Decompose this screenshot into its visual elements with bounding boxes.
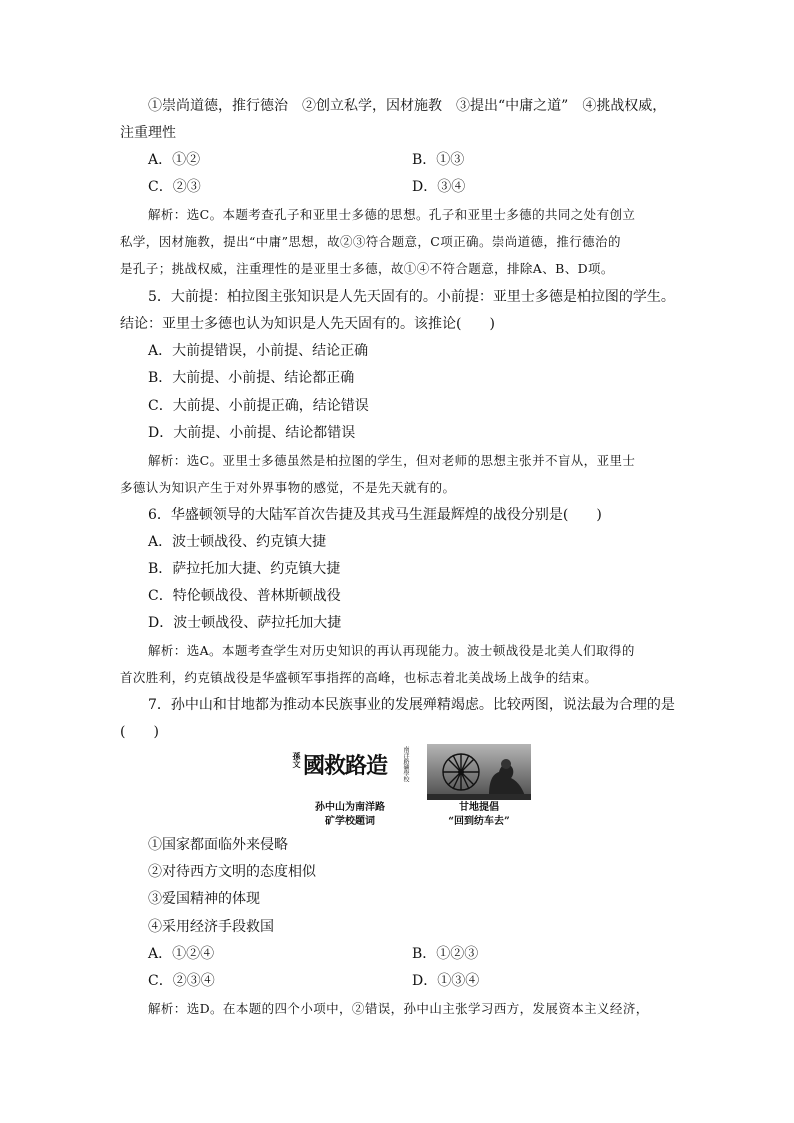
q5-stem-line2: 结论：亚里士多德也认为知识是人先天固有的。该推论( ) (120, 316, 495, 332)
q5-option-c: C．大前提、小前提正确，结论错误 (148, 398, 369, 414)
q7-option-a: A．①②④ (148, 946, 215, 962)
q4-analysis-line2: 私学，因材施教，提出“中庸”思想，故②③符合题意，C项正确。崇尚道德，推行德治的 (120, 234, 621, 249)
q6-stem: 6．华盛顿领导的大陆军首次告捷及其戎马生涯最辉煌的战役分别是( ) (148, 507, 602, 523)
figure2-caption-line1: 甘地提倡 (459, 802, 499, 813)
q7-option-c: C．②③④ (148, 973, 215, 989)
q6-option-a: A．波士顿战役、约克镇大捷 (148, 534, 327, 550)
gandhi-spinning-figure (426, 744, 532, 832)
q6-option-b: B．萨拉托加大捷、约克镇大捷 (148, 561, 341, 577)
figure1-caption-line2: 矿学校题词 (325, 816, 375, 827)
inscription-school: 南洋路礦學校 (402, 746, 409, 782)
q5-stem-line1: 5．大前提：柏拉图主张知识是人先天固有的。小前提：亚里士多德是柏拉图的学生。 (148, 289, 675, 305)
q7-item-4: ④采用经济手段救国 (148, 919, 274, 935)
inscription-calligraphy: 國救路造 (303, 753, 388, 779)
q7-option-b: B．①②③ (412, 946, 479, 962)
q7-option-d: D．①③④ (412, 973, 480, 989)
q7-stem-line1: 7．孙中山和甘地都为推动本民族事业的发展殚精竭虑。比较两图，说法最为合理的是 (148, 697, 675, 713)
q4-analysis-line3: 是孔子；挑战权威，注重理性的是亚里士多德，故①④不符合题意，排除A、B、D项。 (120, 261, 614, 276)
q6-analysis-line2: 首次胜利，约克镇战役是华盛顿军事指挥的高峰，也标志着北美战场上战争的结束。 (120, 670, 598, 685)
q5-analysis-line1: 解析：选C。亚里士多德虽然是柏拉图的学生，但对老师的思想主张并不盲从，亚里士 (148, 453, 636, 468)
q7-item-3: ③爱国精神的体现 (148, 891, 260, 907)
q7-stem-line2: ( ) (120, 724, 159, 740)
figure1-caption-line1: 孙中山为南洋路 (315, 802, 385, 813)
inscription-signature: 孫文 (292, 752, 302, 768)
q5-option-d: D．大前提、小前提、结论都错误 (148, 425, 356, 441)
q4-option-c: C．②③ (148, 179, 201, 195)
q7-item-2: ②对待西方文明的态度相似 (148, 864, 316, 880)
q4-option-a: A．①② (148, 152, 201, 168)
q4-stem-line2: 注重理性 (120, 125, 176, 141)
sun-yatsen-inscription-figure (289, 744, 411, 832)
q5-option-a: A．大前提错误，小前提、结论正确 (148, 343, 369, 359)
q6-analysis-line1: 解析：选A。本题考查学生对历史知识的再认再现能力。波士顿战役是北美人们取得的 (148, 643, 635, 658)
q6-option-d: D．波士顿战役、萨拉托加大捷 (148, 615, 342, 631)
q7-item-1: ①国家都面临外来侵略 (148, 837, 288, 853)
q4-option-b: B．①③ (412, 152, 465, 168)
q7-analysis-line1: 解析：选D。在本题的四个小项中，②错误，孙中山主张学习西方，发展资本主义经济， (148, 1001, 649, 1016)
q4-stem-line1: ①崇尚道德，推行德治 ②创立私学，因材施教 ③提出“中庸之道” ④挑战权威， (148, 98, 667, 114)
gandhi-spinning-wheel-photo (427, 744, 531, 800)
q4-option-d: D．③④ (412, 179, 466, 195)
figure2-caption-line2: “回到纺车去” (448, 816, 510, 827)
q5-analysis-line2: 多德认为知识产生于对外界事物的感觉，不是先天就有的。 (120, 480, 456, 495)
q6-option-c: C．特伦顿战役、普林斯顿战役 (148, 588, 341, 604)
q5-option-b: B．大前提、小前提、结论都正确 (148, 370, 355, 386)
q4-analysis-line1: 解析：选C。本题考查孔子和亚里士多德的思想。孔子和亚里士多德的共同之处有创立 (148, 207, 636, 222)
